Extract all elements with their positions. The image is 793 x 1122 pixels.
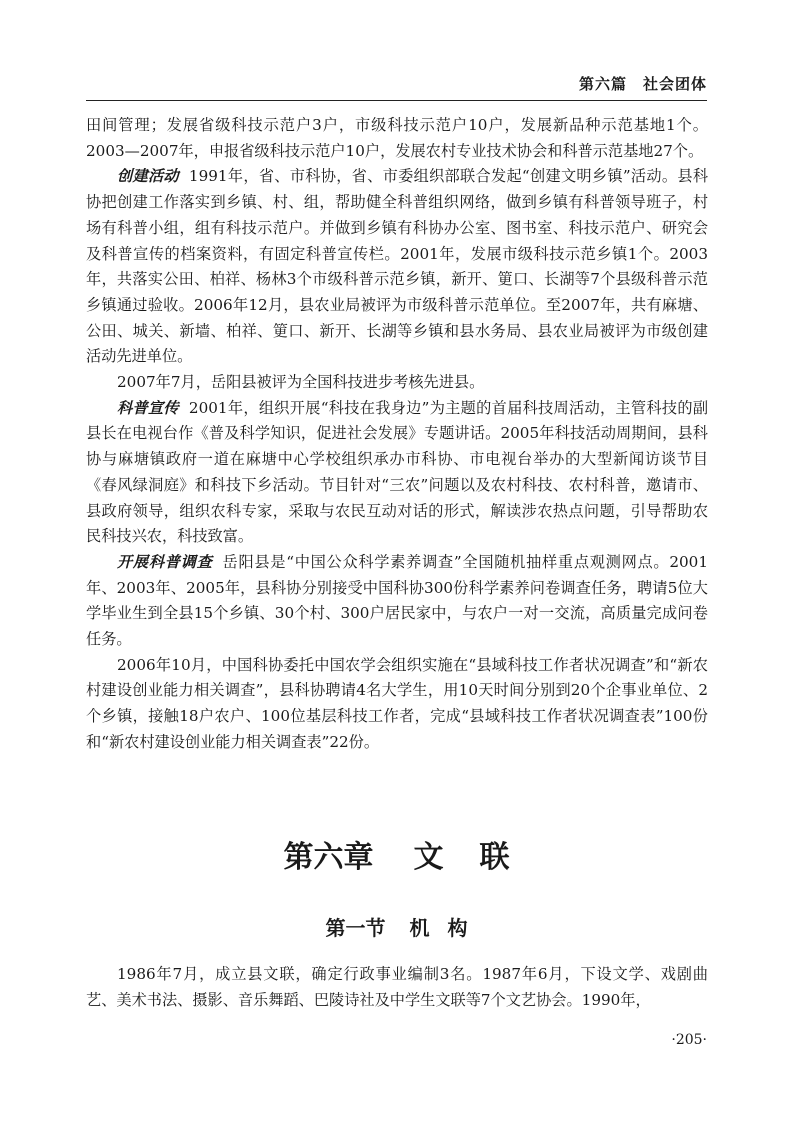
body-text-top bbox=[86, 113, 708, 756]
paragraph-6 bbox=[86, 653, 708, 756]
paragraph-5-text: 岳阳县是“中国公众科学素养调查”全国随机抽样重点观测网点。2001年、2003年、2005年，县科协分别接受中国科协300份科学素养问卷调查任务，聘请5位大学毕业生到全县15个乡镇、30个村、300户居民家中，与农户一对一交流，高质量完成问卷任务。 bbox=[86, 552, 709, 649]
paragraph-2-text: 1991年，省、市科协，省、市委组织部联合发起“创建文明乡镇”活动。县科协把创建工作落实到乡镇、村、组，帮助健全科普组织网络，做到乡镇有科普领导班子，村场有科普小组，组有科技示范户。并做到乡镇有科协办公室、图书室、科技示范户、研究会及科普宣传的档案资料，有固定科普宣传栏。2001年，发展市级科技示范乡镇1个。2003年，共落实公田、柏祥、杨林3个市级科普示范乡镇，新开、筻口、长湖等7个县级科普示范乡镇通过验收。2006年12月，县农业局被评为市级科普示范单位。至2007年，共有麻塘、公田、城关、新墙、柏祥、筻口、新开、长湖等乡镇和县水务局、县农业局被评为市级创建活动先进单位。 bbox=[86, 167, 709, 366]
paragraph-3 bbox=[86, 370, 708, 396]
paragraph-5 bbox=[86, 550, 708, 653]
paragraph-2 bbox=[86, 164, 708, 370]
paragraph-7-text: 1986年7月，成立县文联，确定行政事业编制3名。1987年6月，下设文学、戏剧曲艺、美术书法、摄影、音乐舞蹈、巴陵诗社及中学生文联等7个文艺协会。1990年， bbox=[86, 965, 708, 1009]
paragraph-6-text: 2006年10月，中国科协委托中国农学会组织实施在“县域科技工作者状况调查”和“新农村建设创业能力相关调查”，县科协聘请4名大学生，用10天时间分别到20个企事业单位、2个乡镇，接触18户农户、100位基层科技工作者，完成“县域科技工作者状况调查表”100份和“新农村建设创业能力相关调查表”22份。 bbox=[86, 655, 708, 751]
paragraph-1 bbox=[86, 113, 708, 164]
chapter-title bbox=[0, 832, 793, 876]
running-header-title: 第六篇 社会团体 bbox=[578, 75, 707, 93]
paragraph-7 bbox=[86, 962, 708, 1013]
paragraph-1-text: 田间管理；发展省级科技示范户3户，市级科技示范户10户，发展新品种示范基地1个。2003—2007年，申报省级科技示范户10户，发展农村专业技术协会和科普示范基地27个。 bbox=[86, 116, 708, 160]
section-title-word-1: 机 bbox=[409, 916, 430, 940]
topic-label: 科普宣传 bbox=[117, 398, 179, 417]
paragraph-4 bbox=[86, 396, 708, 550]
paragraph-4-text: 2001年，组织开展“科技在我身边”为主题的首届科技周活动，主管科技的副县长在电视台作《普及科学知识，促进社会发展》专题讲话。2005年科技活动周期间，县科协与麻塘镇政府一道在麻塘中心学校组织承办市科协、市电视台举办的大型新闻访谈节目《春风绿洞庭》和科技下乡活动。节目针对“三农”问题以及农村科技、农村科普，邀请市、县政府领导，组织农科专家，采取与农民互动对话的形式，解读涉农热点问题，引导帮助农民科技兴农，科技致富。 bbox=[86, 398, 709, 546]
paragraph-3-text: 2007年7月，岳阳县被评为全国科技进步考核先进县。 bbox=[117, 373, 485, 392]
chapter-title-number: 第六章 bbox=[283, 840, 374, 875]
section-title-word-2: 构 bbox=[447, 916, 468, 940]
topic-label: 创建活动 bbox=[117, 167, 179, 186]
chapter-title-word-1: 文 bbox=[413, 840, 444, 875]
section-title bbox=[0, 912, 793, 941]
header-rule bbox=[86, 100, 707, 101]
chapter-title-word-2: 联 bbox=[479, 840, 510, 875]
topic-label: 开展科普调查 bbox=[117, 552, 213, 571]
section-title-number: 第一节 bbox=[325, 916, 386, 940]
page-number: ·205· bbox=[671, 1032, 707, 1048]
body-text-bottom bbox=[86, 962, 708, 1013]
